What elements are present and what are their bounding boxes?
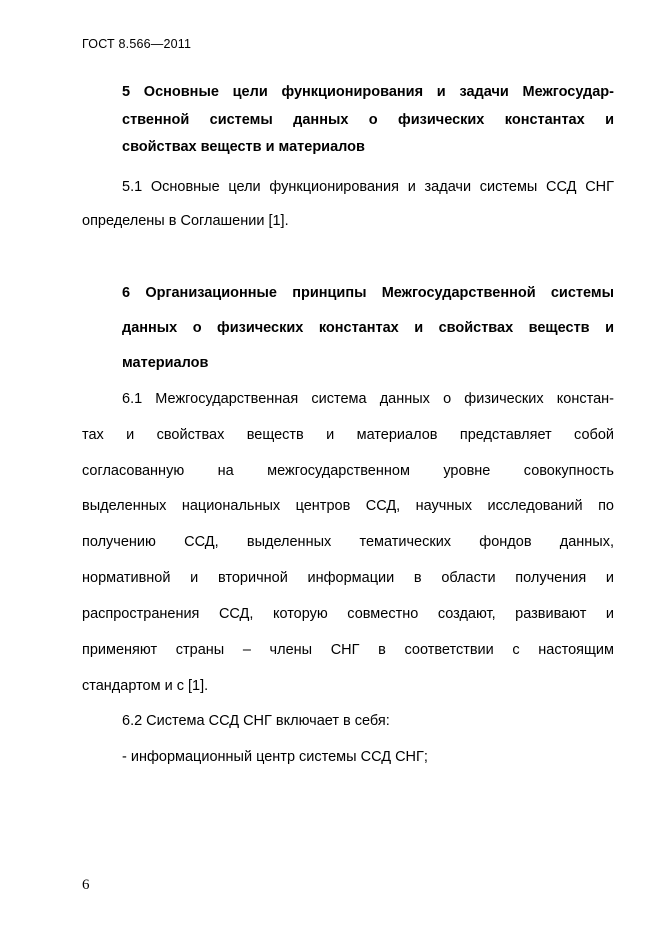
section-5-heading-line-3: свойствах веществ и материалов	[122, 139, 365, 155]
list-item: - информационный центр системы ССД СНГ;	[122, 749, 428, 765]
paragraph-6-1-line-1: 6.1 Межгосударственная система данных о физических констан-	[122, 391, 614, 407]
paragraph-5-1-line-1: 5.1 Основные цели функционирования и задачи системы ССД СНГ	[122, 179, 614, 195]
section-6-heading-line-3: материалов	[122, 355, 209, 371]
paragraph-6-1-line-9: стандартом и с [1].	[82, 678, 209, 694]
section-5-heading-line-2: ственной системы данных о физических константах и	[122, 112, 614, 128]
paragraph-6-2: 6.2 Система ССД СНГ включает в себя:	[122, 713, 390, 729]
paragraph-6-1-line-8: применяют страны – члены СНГ в соответствии с настоящим	[82, 642, 614, 658]
paragraph-6-1-line-3: согласованную на межгосударственном уровне совокупность	[82, 463, 614, 479]
paragraph-6-1-line-6: нормативной и вторичной информации в области получения и	[82, 570, 614, 586]
paragraph-6-1-line-2: тах и свойствах веществ и материалов представляет собой	[82, 427, 614, 443]
section-6-heading-line-2: данных о физических константах и свойствах веществ и	[122, 320, 614, 336]
section-6-heading-line-1: 6 Организационные принципы Межгосударственной системы	[122, 285, 614, 301]
paragraph-6-1-line-4: выделенных национальных центров ССД, научных исследований по	[82, 498, 614, 514]
paragraph-5-1-line-2: определены в Соглашении [1].	[82, 213, 289, 229]
section-5-heading-line-1: 5 Основные цели функционирования и задачи Межгосудар-	[122, 84, 614, 100]
document-header: ГОСТ 8.566—2011	[82, 37, 192, 51]
paragraph-6-1-line-5: получению ССД, выделенных тематических фондов данных,	[82, 534, 614, 550]
page-number: 6	[82, 877, 90, 893]
paragraph-6-1-line-7: распространения ССД, которую совместно создают, развивают и	[82, 606, 614, 622]
